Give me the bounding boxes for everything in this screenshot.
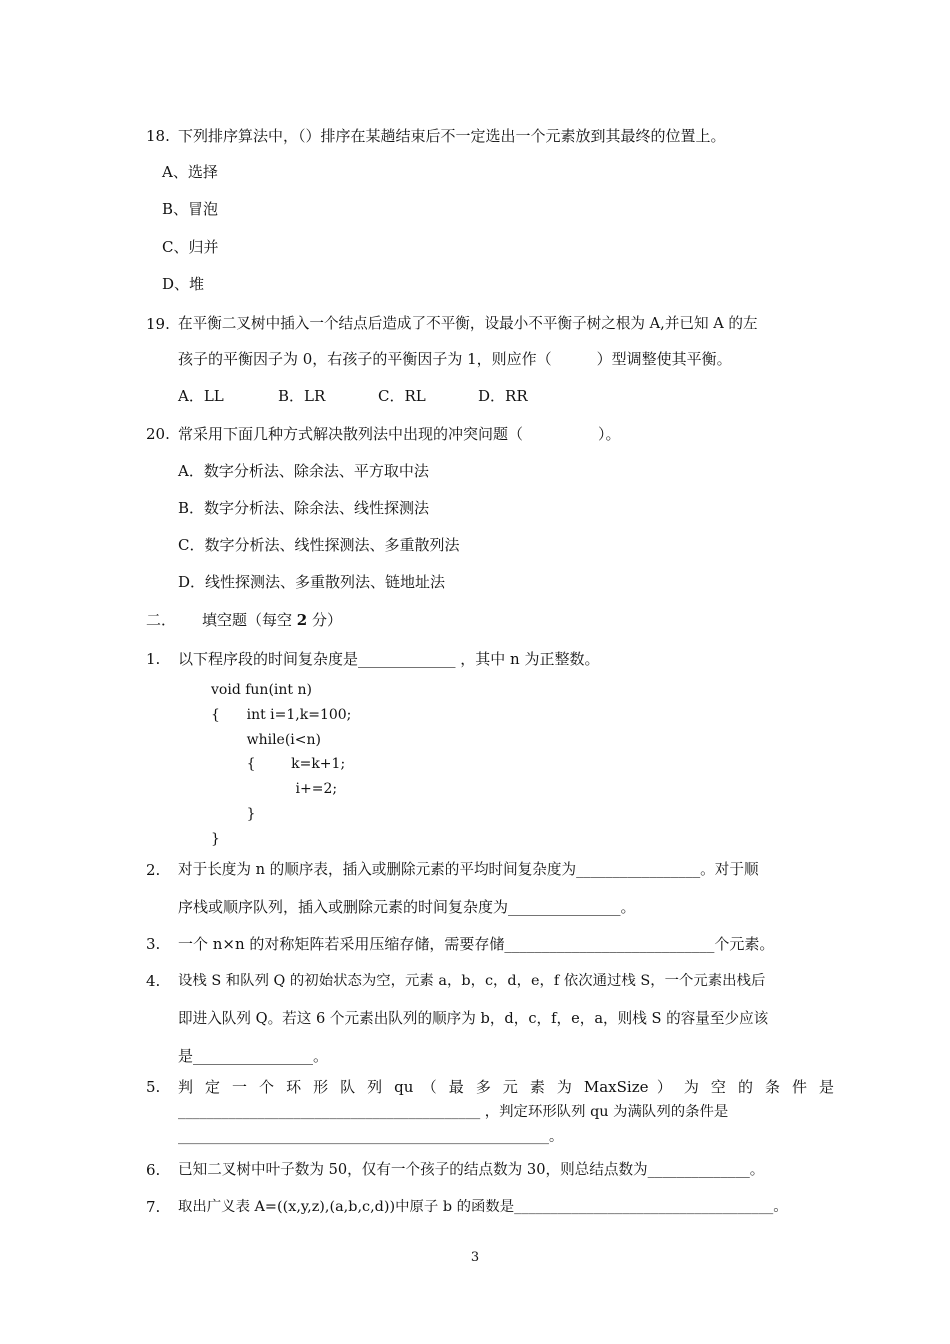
f5-word: 形 — [313, 1078, 332, 1096]
q20-option-a: A．数字分析法、除余法、平方取中法 — [178, 462, 429, 480]
f5-word: 多 — [475, 1078, 495, 1096]
section2-title — [202, 610, 342, 630]
q20-stem: 常采用下面几种方式解决散列法中出现的冲突问题（ ）。 — [178, 425, 621, 443]
f5-word: 元 — [502, 1078, 522, 1096]
f5-word: 素 — [529, 1078, 549, 1096]
q18-option-b: B、冒泡 — [162, 200, 219, 218]
f4-line3: 是________________。 — [178, 1047, 329, 1065]
q20-option-c: C．数字分析法、线性探测法、多重散列法 — [178, 536, 460, 554]
page-number: 3 — [470, 1250, 480, 1265]
q18-option-a: A、选择 — [162, 163, 218, 181]
f5-word: qu — [394, 1078, 414, 1096]
q19-option-d: D．RR — [478, 387, 528, 405]
f5-line1 — [178, 1077, 834, 1097]
q19-stem-line2: 孩子的平衡因子为 0，右孩子的平衡因子为 1，则应作（ ）型调整使其平衡。 — [178, 350, 732, 368]
f2-number: 2. — [146, 861, 161, 879]
f5-word: 是 — [818, 1078, 834, 1096]
f5-word: 的 — [737, 1078, 757, 1096]
f5-word: 队 — [340, 1078, 359, 1096]
q19-option-a: A．LL — [178, 387, 224, 405]
f7-stem: 取出广义表 A=((x,y,z),(a,b,c,d))中原子 b 的函数是____________________________________。 — [178, 1199, 788, 1215]
section2-title-bold: 2 — [296, 611, 308, 629]
f1-code-line-2: { int i=1,k=100; — [211, 707, 352, 723]
f5-word: 一 — [232, 1078, 251, 1096]
f5-word: ） — [656, 1078, 676, 1096]
f1-code-line-7: } — [211, 831, 220, 847]
f5-word: （ — [421, 1078, 441, 1096]
f5-word: 空 — [710, 1078, 730, 1096]
f5-line2: __________________________________________ ，判定环形队列 qu 为满队列的条件是 — [178, 1104, 729, 1120]
q18-option-d: D、堆 — [162, 275, 205, 293]
f1-code-line-5: i+=2; — [211, 781, 338, 797]
f4-line1: 设栈 S 和队列 Q 的初始状态为空，元素 a，b，c，d，e，f 依次通过栈 S，一个元素出栈后 — [178, 973, 766, 989]
f5-word: 件 — [791, 1078, 811, 1096]
f5-word: MaxSize — [583, 1078, 649, 1096]
f1-stem: 以下程序段的时间复杂度是_____________ ，其中 n 为正整数。 — [178, 650, 600, 668]
f1-code-line-6: } — [211, 806, 256, 822]
f3-number: 3. — [146, 935, 161, 953]
f6-number: 6. — [146, 1161, 161, 1179]
f5-word: 列 — [367, 1078, 386, 1096]
f5-word: 环 — [286, 1078, 305, 1096]
q18-option-c: C、归并 — [162, 238, 219, 256]
section2-number: 二． — [146, 611, 177, 629]
q20-option-d: D．线性探测法、多重散列法、链地址法 — [178, 573, 446, 591]
f2-line1: 对于长度为 n 的顺序表，插入或删除元素的平均时间复杂度为_________________。对于顺 — [178, 861, 759, 878]
f1-code-line-4: { k=k+1; — [211, 756, 346, 772]
q18-number: 18. — [146, 127, 170, 145]
f5-word: 个 — [259, 1078, 278, 1096]
q20-number: 20. — [146, 425, 170, 443]
f5-word: 判 — [178, 1078, 197, 1096]
f5-word: 为 — [556, 1078, 576, 1096]
q19-number: 19. — [146, 315, 170, 333]
f5-word: 为 — [683, 1078, 703, 1096]
f5-word: 定 — [205, 1078, 224, 1096]
q19-option-b: B．LR — [278, 387, 326, 405]
f3-stem: 一个 n×n 的对称矩阵若采用压缩存储，需要存储____________________________个元素。 — [178, 935, 775, 953]
f4-number: 4. — [146, 972, 161, 990]
f5-word: 条 — [764, 1078, 784, 1096]
f7-number: 7. — [146, 1198, 161, 1216]
f6-stem: 已知二叉树中叶子数为 50，仅有一个孩子的结点数为 30，则总结点数为______________。 — [178, 1161, 765, 1178]
section2-title-pre: 填空题（每空 — [202, 611, 297, 629]
f1-code-line-3: while(i<n) — [211, 732, 321, 748]
section2-title-post: 分） — [307, 611, 342, 629]
f2-line2: 序栈或顺序队列，插入或删除元素的时间复杂度为_______________。 — [178, 898, 636, 916]
q20-option-b: B．数字分析法、除余法、线性探测法 — [178, 499, 430, 517]
f1-code-line-1: void fun(int n) — [211, 682, 312, 698]
f5-word: 最 — [448, 1078, 468, 1096]
f4-line2: 即进入队列 Q。若这 6 个元素出队列的顺序为 b，d，c，f，e，a，则栈 S 的容量至少应该 — [178, 1010, 769, 1027]
f5-line3: _____________________________________________________。 — [178, 1129, 563, 1145]
q18-stem: 下列排序算法中，（）排序在某趟结束后不一定选出一个元素放到其最终的位置上。 — [178, 127, 726, 145]
f1-number: 1. — [146, 650, 161, 668]
q19-stem-line1: 在平衡二叉树中插入一个结点后造成了不平衡，设最小不平衡子树之根为 A,并已知 A 的左 — [178, 315, 758, 332]
q19-option-c: C．RL — [378, 387, 426, 405]
f5-number: 5. — [146, 1078, 161, 1096]
